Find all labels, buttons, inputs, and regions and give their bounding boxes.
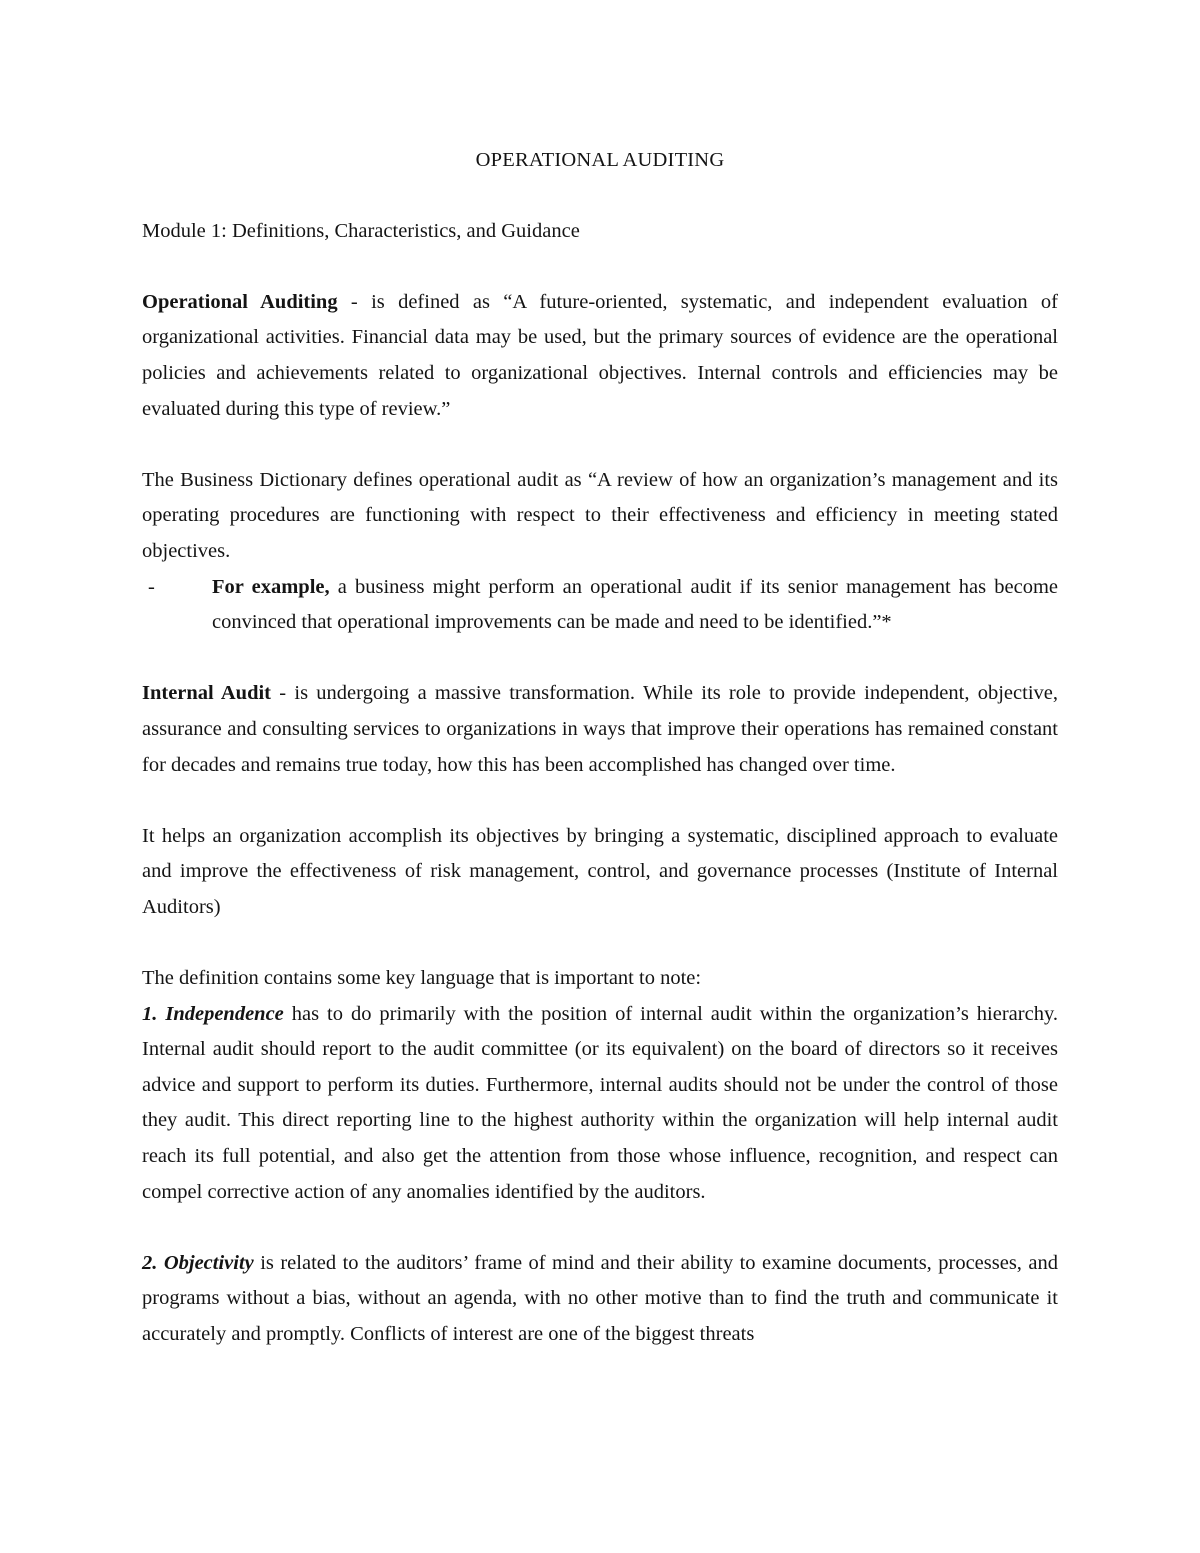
example-list: [142, 570, 1058, 641]
operational-auditing-term: Operational Auditing: [142, 290, 338, 313]
helps-paragraph: It helps an organization accomplish its objectives by bringing a systematic, disciplined approach to evaluate and improve the effectiveness of risk management, control, and governance processes (Institute of Internal Auditors): [142, 824, 1058, 918]
list-item: [142, 570, 1058, 641]
operational-auditing-text: - is defined as “A future-oriented, systematic, and independent evaluation of organizational activities. Financial data may be used, but the primary sources of evidence are the operational policies and achievements related to organizational objectives. Internal controls and efficiencies may be evaluated during this type of review.”: [142, 290, 1058, 420]
internal-audit-text: - is undergoing a massive transformation. While its role to provide independent, objective, assurance and consulting services to organizations in ways that improve their operations has remained constant for decades and remains true today, how this has been accomplished has changed over time.: [142, 682, 1058, 776]
independence-term: Independence: [157, 1002, 284, 1025]
objectivity-paragraph: [142, 1246, 1058, 1353]
document-title: OPERATIONAL AUDITING: [475, 149, 725, 171]
example-text: a business might perform an operational audit if its senior management has become convinced that operational improvements can be made and need to be identified.”*: [212, 575, 1058, 634]
module-heading: Module 1: Definitions, Characteristics, and Guidance: [142, 219, 580, 242]
objectivity-term: Objectivity: [157, 1251, 254, 1274]
internal-audit-definition: [142, 676, 1058, 783]
document-page: [142, 143, 1058, 1353]
independence-paragraph: [142, 997, 1058, 1211]
independence-number: 1.: [142, 1002, 158, 1025]
business-dictionary-paragraph: The Business Dictionary defines operational audit as “A review of how an organization’s management and its operating procedures are functioning with respect to their effectiveness and efficiency in meeting stated objectives.: [142, 468, 1058, 562]
example-term: For example,: [212, 575, 330, 598]
objectivity-text: is related to the auditors’ frame of mind and their ability to examine documents, processes, and programs without a bias, without an agenda, with no other motive than to find the truth and communicate it accurately and promptly. Conflicts of interest are one of the biggest threats: [142, 1251, 1058, 1345]
operational-auditing-definition: [142, 285, 1058, 427]
objectivity-number: 2.: [142, 1251, 158, 1274]
dash-bullet: -: [148, 575, 155, 598]
independence-text: has to do primarily with the position of internal audit within the organization’s hierarchy. Internal audit should report to the audit committee (or its equivalent) on the board of directors so it receives advice and support to perform its duties. Furthermore, internal audits should not be under the control of those they audit. This direct reporting line to the highest authority within the organization will help internal audit reach its full potential, and also get the attention from those whose influence, recognition, and respect can compel corrective action of any anomalies identified by the auditors.: [142, 1002, 1058, 1203]
internal-audit-term: Internal Audit: [142, 682, 272, 705]
key-language-intro: The definition contains some key language that is important to note:: [142, 967, 702, 990]
